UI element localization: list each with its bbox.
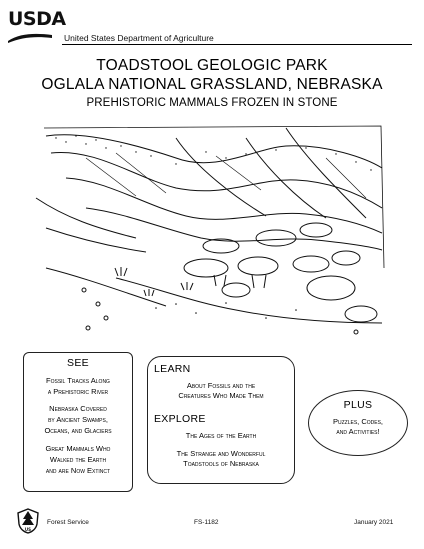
page-title-line1: TOADSTOOL GEOLOGIC PARK [96,57,328,74]
see-item-great-mammals: Great Mammals Who Walked the Earth and are Now Extinct [45,444,111,475]
forest-service-shield-icon [17,508,39,534]
footer-publication-number: FS-1182 [194,519,219,526]
learn-item-fossils: About Fossils and the Creatures Who Made Them [178,381,264,400]
see-heading: SEE [67,357,89,369]
footer-agency: Forest Service [47,519,89,526]
forest-service-shield-text: US [24,527,32,532]
header-divider [62,44,412,45]
usda-logo-text: USDA [8,8,66,30]
explore-item-ages: The Ages of the Earth [185,431,257,440]
explore-item-toadstools: The Strange and Wonderful Toadstools of Nebraska [176,449,266,468]
plus-circle [308,390,408,456]
plus-heading: PLUS [343,399,373,411]
usda-swoosh-icon [8,31,52,43]
plus-item-puzzles: Puzzles, Codes, and Activities! [332,417,383,436]
page-subtitle: PREHISTORIC MAMMALS FROZEN IN STONE [86,97,338,109]
see-item-nebraska-covered: Nebraska Covered by Ancient Swamps, Oceans, and Glaciers [44,404,112,435]
fossil-landscape-illustration [26,118,386,340]
learn-explore-box [147,356,295,484]
page-title-line2: OGLALA NATIONAL GRASSLAND, NEBRASKA [41,76,383,93]
footer-date: January 2021 [354,519,394,526]
explore-heading: EXPLORE [154,413,206,425]
department-name: United States Department of Agriculture [64,33,214,43]
learn-heading: LEARN [154,363,191,375]
see-item-fossil-tracks: Fossil Tracks Along a Prehistoric River [46,376,110,396]
see-box [23,352,133,492]
